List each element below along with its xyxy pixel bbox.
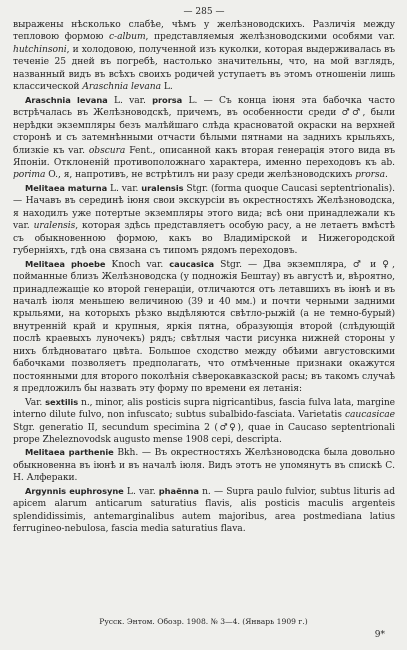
taxon-name: Melitaea parthenie	[25, 447, 114, 458]
taxon-name: caucasica	[169, 258, 215, 269]
text-run: Knoch var.	[105, 259, 170, 270]
paragraph-parthenie	[13, 446, 395, 484]
italic-term: uralensis	[33, 221, 76, 232]
journal-footer: Русск. Энтом. Обозр. 1908. № 3—4. (Январь 1909 г.)	[99, 617, 308, 626]
italic-term: obscura	[88, 145, 126, 156]
text-run: выражены нѣсколько слабѣе, чѣмъ у желѣзноводскихъ. Различія между тепловою формою	[13, 20, 395, 43]
text-run: n. — Supra paulo fulvior, subtus lituris ad apicem alarum anticarum saturatius flavis, alis posticis maculis argenteis splendidissimis, antemarginalibus autem majoribus, area postmediana latius ferrugineo-nebulosa, fascia media saturatius flava.	[13, 486, 395, 535]
text-run: Fent., описанной какъ вторая генерація этого вида въ Японіи. Отклоненій противоположнаго характера, именно переходовъ къ ab.	[13, 145, 395, 168]
taxon-name: uralensis	[141, 182, 184, 193]
italic-term: Araschnia levana	[82, 82, 161, 93]
text-run: L. var.	[107, 183, 142, 194]
paragraph-araschnia	[13, 94, 395, 182]
paragraph-sextilis	[13, 396, 395, 447]
text-run: Var.	[25, 397, 46, 408]
paragraph-phoebe	[13, 258, 395, 396]
paragraph-maturna	[13, 182, 395, 258]
italic-term: prorsa	[355, 170, 385, 181]
taxon-name: Melitaea maturna	[25, 182, 108, 193]
body-text	[13, 19, 395, 536]
text-run: L. var.	[123, 486, 159, 497]
text-run: n., minor, alis posticis supra nigricantibus, fascia fulva lata, margine interno dilute fulvo, non infuscato; subtus subalbido-fasciata. Varietatis	[13, 397, 395, 421]
text-run: , которая здѣсь представляетъ особую расу, а не летаетъ вмѣстѣ съ обыкновенною формою, какъ во Владимірской и Нижегородской губерніяхъ, гдѣ она связана съ типомъ рядомъ переходовъ.	[13, 221, 396, 257]
taxon-name: phaënna	[158, 485, 199, 496]
text-run: Stgr. generatio II, secundum specimina 2 (♂♀), quae in Caucaso septentrionali prope Zheleznovodsk augusto mense 1908 cepi, descripta.	[13, 422, 395, 445]
paragraph-intro	[13, 19, 395, 94]
italic-term: porima	[13, 170, 46, 181]
text-run: Stgr. — Два экземпляра, ♂ и ♀, пойманные близъ Желѣзноводска (у подножія Бештау) въ августѣ и, вѣроятно, принадлежащіе ко второй генераціи, отличаются отъ летавшихъ въ іюнѣ и въ началѣ іюля меньшею величиною (39 и 40 мм.) и почти черными задними крыльями, на которыхъ рѣзко выдѣляются свѣтло-рыжій (а не темно-бурый) внутренній край и крупныя, яркія пятна, образующія второй (слѣдующій послѣ краевыхъ луночекъ) рядъ; свѣтлыя части рисунка нижней стороны у нихъ блѣдноватаго цвѣта. Большое сходство между обѣими августовскими бабочками позволяетъ предполагать, что отмѣченные признаки окажутся постоянными для второго поколѣнія сѣверокавказской расы; въ такомъ случаѣ я предложилъ бы назвать эту форму по времени ея летанія:	[13, 259, 395, 395]
taxon-name: sextilis	[45, 396, 79, 407]
italic-term: c-album	[108, 32, 146, 43]
text-run: O., я, напротивъ, не встрѣтилъ ни разу среди желѣзноводскихъ	[45, 170, 356, 181]
text-run: Bkh. — Въ окрестностяхъ Желѣзноводска была довольно обыкновенна въ іюнѣ и въ началѣ іюля. Видъ этотъ не упомянутъ въ спискѣ С. Н. Алфераки.	[13, 448, 396, 484]
signature-mark: 9*	[374, 630, 385, 640]
text-run: L. var.	[107, 95, 153, 106]
page-number: — 285 —	[183, 7, 225, 17]
paragraph-argynnis	[13, 485, 395, 536]
italic-term: hutchinsoni	[13, 44, 67, 55]
taxon-name: Araschnia levana	[25, 94, 108, 105]
text-run: Stgr. (forma quoque Caucasi septentrionalis). — Начавъ въ серединѣ іюня свои экскурсіи въ окрестностяхъ Желѣзноводска, я находилъ уже потертые экземпляры этого вида; всѣ они принадлежали къ var.	[13, 183, 395, 232]
text-run: .	[384, 170, 388, 181]
text-run: , представляемыя желѣзноводскими особями var.	[145, 32, 395, 43]
text-run: , и холодовою, полученной изъ куколки, которая выдерживалась въ теченіе 25 дней въ погребѣ, настолько значительны, что, на мой взглядъ, названный видъ въ всѣхъ своихъ родичей уступаетъ въ этомъ отношеніи лишь классической	[13, 44, 395, 93]
taxon-name: prorsa	[152, 94, 183, 105]
taxon-name: Melitaea phoebe	[25, 258, 106, 269]
text-run: L. — Съ конца іюня эта бабочка часто встрѣчалась въ Желѣзноводскѣ, причемъ, въ особенности среди ♂♂, были нерѣдки экземпляры безъ малѣйшаго слѣда красноватой окраски на верхней сторонѣ и съ затемнѣнными отчасти бѣлыми пятнами на заднихъ крыльяхъ, близкіе къ var.	[13, 95, 395, 156]
italic-term: caucasicae	[344, 410, 395, 421]
text-run: L.	[160, 82, 173, 93]
taxon-name: Argynnis euphrosyne	[25, 485, 124, 496]
